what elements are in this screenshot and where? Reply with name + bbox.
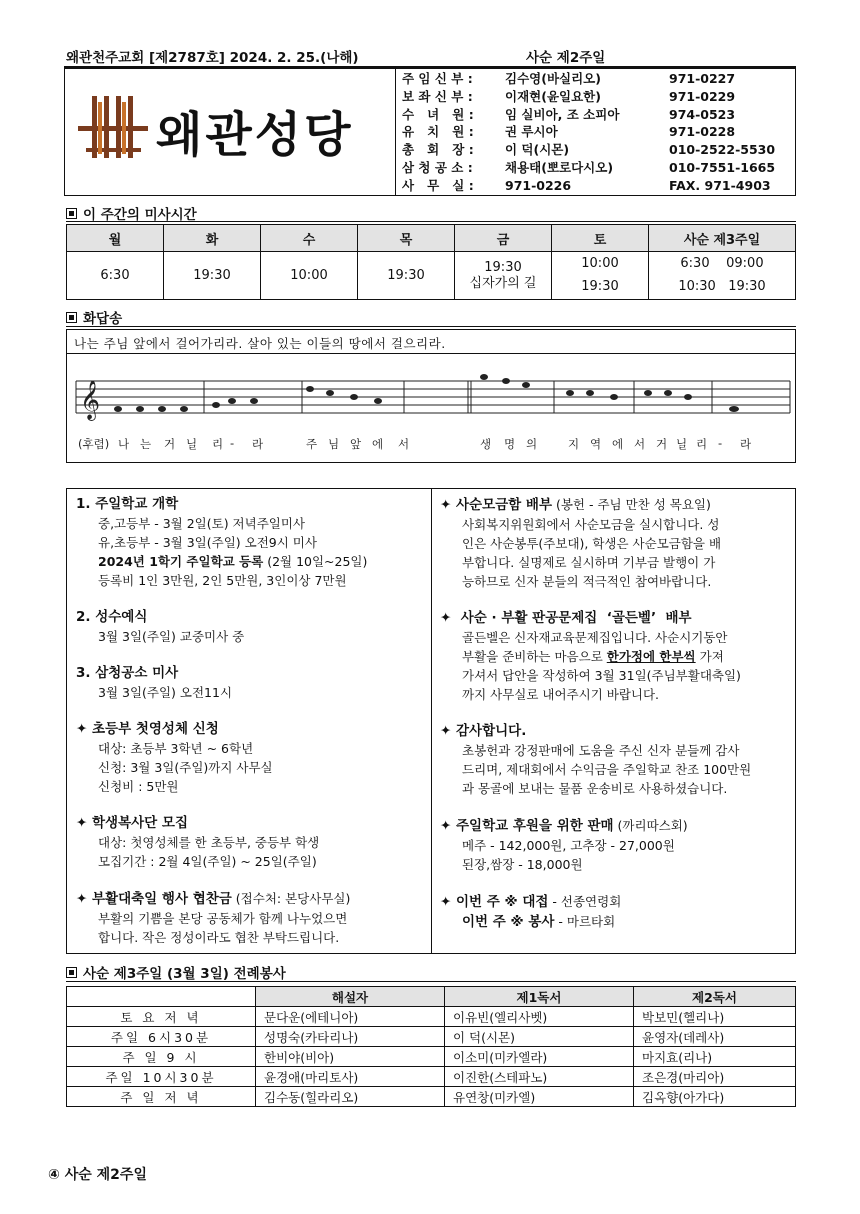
lyric-syllable: 닐 — [676, 437, 688, 451]
server-name: 이 덕(시몬) — [445, 1027, 634, 1047]
notice-heading: ✦ 사순모금함 배부 (봉헌 - 주님 만찬 성 목요일) — [440, 497, 711, 513]
staff-role: 주 임 신 부 : — [402, 71, 473, 86]
notice-line: 모집기간 : 2월 4일(주일) ~ 25일(주일) — [98, 854, 317, 869]
staff-phone: 971-0229 — [669, 88, 736, 104]
staff-name: 이 덕(시몬) — [505, 142, 570, 158]
mass-schedule-table — [66, 224, 796, 300]
day-header: 월 — [67, 225, 164, 252]
logo-box — [64, 68, 396, 196]
server-name: 이유빈(엘리사벳) — [445, 1007, 634, 1027]
server-name: 조은경(마리아) — [634, 1067, 796, 1087]
duty-row — [67, 1087, 796, 1107]
square-bullet-icon — [66, 312, 77, 323]
mass-slot: 주일 10시30분 — [67, 1067, 256, 1087]
section-rule — [66, 981, 796, 982]
staff-row — [402, 123, 794, 141]
music-staff-icon — [74, 365, 794, 431]
notice-line: 메주 - 142,000원, 고추장 - 27,000원 — [462, 838, 675, 853]
mass-section-title: 이 주간의 미사시간 — [66, 203, 197, 223]
notice-line: 가셔서 답안을 작성하여 3월 31일(주님부활대축일) — [462, 668, 741, 683]
notice-line: 사회복지위원회에서 사순모금을 실시합니다. 성 — [462, 517, 720, 532]
mass-time: 19:30 — [581, 279, 619, 295]
lyric-syllable: 는 — [140, 437, 152, 451]
bulletin-issue: 왜관천주교회 [제2787호] 2024. 2. 25.(나해) — [66, 50, 359, 66]
staff-list — [402, 70, 794, 195]
server-name: 이진한(스테파노) — [445, 1067, 634, 1087]
lyric-syllable: 역 — [590, 437, 602, 451]
notice-heading: ✦ 부활대축일 행사 협찬금 (접수처: 본당사무실) — [76, 891, 351, 907]
staff-role: 보 좌 신 부 : — [402, 88, 473, 104]
notice-heading: ✦ 감사합니다. — [440, 723, 527, 739]
notice-divider — [431, 488, 432, 954]
mass-time-cell — [455, 252, 552, 300]
mass-header-row — [67, 225, 796, 252]
duty-header: 제1독서 — [445, 987, 634, 1007]
notice-heading: 이번 주 ※ 봉사 - 마르타회 — [462, 914, 616, 930]
notice-line: 신청비 : 5만원 — [98, 779, 179, 794]
lyric-syllable: 에 — [372, 437, 384, 451]
liturgical-week: 사순 제2주일 — [526, 50, 606, 66]
mass-slot: 주 일 저 녁 — [67, 1087, 256, 1107]
notice-heading: ✦ 초등부 첫영성체 신청 — [76, 721, 219, 737]
lyric-syllable: 라 — [740, 437, 752, 451]
notice-heading: ✦ 주일학교 후원을 위한 판매 (까리따스회) — [440, 818, 688, 834]
duty-header — [67, 987, 256, 1007]
liturgy-duty-table — [66, 986, 796, 1107]
psalm-response-text: 나는 주님 앞에서 걸어가리라. 살아 있는 이들의 땅에서 걸으리라. — [74, 336, 446, 351]
notice-heading: ✦ 사순 · 부활 판공문제집 ‘골든벨’ 배부 — [440, 610, 692, 626]
notice-line: 부활을 준비하는 마음으로 한가정에 한부씩 가져 — [462, 649, 724, 664]
mass-time: 10:30 19:30 — [678, 279, 766, 295]
mass-time-cell — [649, 252, 796, 300]
staff-role: 사 무 실 : — [402, 177, 474, 193]
notice-line: 대상: 첫영성체를 한 초등부, 중등부 학생 — [98, 835, 320, 850]
staff-phone: 010-7551-1665 — [669, 159, 776, 175]
staff-phone: 971-0228 — [669, 124, 736, 140]
notice-line: 초봉헌과 강정판매에 도움을 주신 신자 분들께 감사 — [462, 743, 740, 758]
lyric-syllable: - — [230, 436, 235, 450]
lyric-syllable: 닐 — [186, 437, 198, 451]
notice-line: 부활의 기쁨을 본당 공동체가 함께 나누었으면 — [98, 911, 348, 926]
notice-heading: 1. 주일학교 개학 — [76, 496, 179, 512]
notice-line: 과 몽골에 보내는 물품 운송비로 사용하셨습니다. — [462, 781, 728, 796]
notice-heading: ✦ 이번 주 ※ 대접 - 선종연령회 — [440, 894, 622, 910]
notice-line: 유,초등부 - 3월 3일(주일) 오전9시 미사 — [98, 535, 317, 550]
notice-line: 인은 사순봉투(주보대), 학생은 사순모금함을 배 — [462, 536, 722, 551]
notice-line: 등록비 1인 3만원, 2인 5만원, 3인이상 7만원 — [98, 573, 347, 588]
lyric-syllable: (후렴) — [78, 437, 110, 451]
staff-name: 임 실비아, 조 소피아 — [505, 106, 620, 122]
staff-row — [402, 141, 794, 159]
duty-row — [67, 1067, 796, 1087]
mass-time: 19:30 — [358, 252, 455, 300]
emphasis-text: 한가정에 한부씩 — [606, 649, 696, 664]
day-header: 목 — [358, 225, 455, 252]
server-name: 이소미(미카엘라) — [445, 1047, 634, 1067]
server-name: 윤영자(데레사) — [634, 1027, 796, 1047]
day-header: 화 — [164, 225, 261, 252]
staff-phone: 971-0227 — [669, 71, 736, 86]
lyric-syllable: 나 — [118, 437, 130, 451]
staff-phone: 010-2522-5530 — [669, 142, 776, 158]
staff-role: 수 녀 원 : — [402, 106, 474, 122]
staff-row — [402, 88, 794, 106]
staff-role: 총 회 장 : — [402, 142, 474, 158]
lyric-syllable: 명 — [504, 437, 516, 451]
notice-line: 3월 3일(주일) 교중미사 중 — [98, 629, 245, 644]
notice-line: 부합니다. 실명제로 실시하며 기부금 발행이 가 — [462, 555, 716, 570]
notice-line: 능하므로 신자 분들의 적극적인 참여바랍니다. — [462, 574, 712, 589]
notice-line: 합니다. 작은 정성이라도 협찬 부탁드립니다. — [98, 930, 340, 945]
notice-line: 골든벨은 신자재교육문제집입니다. 사순시기동안 — [462, 630, 728, 645]
lyric-syllable: 주 — [306, 437, 318, 451]
lyric-syllable: 리 — [696, 437, 708, 451]
notice-line: 대상: 초등부 3학년 ~ 6학년 — [98, 741, 254, 756]
duty-header: 해설자 — [256, 987, 445, 1007]
staff-row — [402, 159, 794, 177]
staff-name: 권 루시아 — [505, 124, 558, 140]
duty-header-row — [67, 987, 796, 1007]
square-bullet-icon — [66, 967, 77, 978]
server-name: 김옥향(아가다) — [634, 1087, 796, 1107]
logo-text: 왜관성당 — [156, 107, 354, 163]
staff-row — [402, 177, 794, 195]
server-name: 한비야(비아) — [256, 1047, 445, 1067]
square-bullet-icon — [66, 208, 77, 219]
staff-role: 유 치 원 : — [402, 124, 474, 140]
registration-heading: 2024년 1학기 주일학교 등록 — [98, 554, 264, 569]
mass-time-cell — [552, 252, 649, 300]
mass-time: 6:30 09:00 — [680, 255, 764, 271]
day-header: 수 — [261, 225, 358, 252]
staff-role: 삼 청 공 소 : — [402, 159, 473, 175]
notice-heading: 3. 삼청공소 미사 — [76, 665, 179, 681]
notice-line: 3월 3일(주일) 오전11시 — [98, 685, 233, 700]
lyric-syllable: 서 — [398, 437, 410, 451]
mass-note: 십자가의 길 — [469, 275, 537, 291]
server-name: 마지효(리나) — [634, 1047, 796, 1067]
mass-time: 19:30 — [164, 252, 261, 300]
lyric-syllable: 거 — [656, 437, 668, 451]
notice-line: 중,고등부 - 3월 2일(토) 저녁주일미사 — [98, 516, 306, 531]
day-header: 금 — [455, 225, 552, 252]
mass-slot: 토 요 저 녁 — [67, 1007, 256, 1027]
psalm-section-title: 화답송 — [66, 307, 122, 327]
svg-text:𝄞: 𝄞 — [80, 380, 101, 420]
staff-phone: 974-0523 — [669, 106, 736, 122]
mass-time-row — [67, 252, 796, 300]
staff-phone: FAX. 971-4903 — [669, 177, 771, 193]
duty-row — [67, 1047, 796, 1067]
lyric-syllable: 의 — [526, 437, 538, 451]
mass-time: 19:30 — [484, 259, 522, 275]
registration-dates: (2월 10일~25일) — [263, 554, 368, 569]
server-name: 문다운(에테니아) — [256, 1007, 445, 1027]
lyric-syllable: 거 — [164, 437, 176, 451]
notice-line — [76, 552, 426, 571]
notice-heading: ✦ 학생복사단 모집 — [76, 815, 188, 831]
notice-line: 드리며, 제대회에서 수익금을 주일학교 찬조 100만원 — [462, 762, 752, 777]
section-rule — [66, 326, 796, 327]
lyric-syllable: - — [718, 436, 723, 450]
church-logo-icon — [74, 92, 154, 172]
lyric-syllable: 에 — [612, 437, 624, 451]
lyric-syllable: 님 — [328, 437, 340, 451]
staff-name: 채용태(뽀로다시오) — [505, 159, 614, 175]
staff-name: 971-0226 — [505, 177, 572, 193]
staff-row — [402, 106, 794, 124]
mass-slot: 주 일 9 시 — [67, 1047, 256, 1067]
server-name: 유연창(미카엘) — [445, 1087, 634, 1107]
psalm-divider — [66, 353, 796, 354]
bulletin-header-line — [66, 46, 796, 66]
notice-line: 된장,쌈장 - 18,000원 — [462, 857, 583, 872]
day-header: 토 — [552, 225, 649, 252]
lyric-syllable: 리 — [212, 437, 224, 451]
page-footer: ④ 사순 제2주일 — [48, 1167, 147, 1183]
server-name: 성명숙(카타리나) — [256, 1027, 445, 1047]
staff-name: 김수영(바실리오) — [505, 71, 601, 86]
duty-section-title: 사순 제3주일 (3월 3일) 전례봉사 — [66, 962, 286, 982]
staff-row — [402, 70, 794, 88]
mass-time: 10:00 — [581, 255, 619, 271]
mass-slot: 주일 6시30분 — [67, 1027, 256, 1047]
notice-line: 신청: 3월 3일(주일)까지 사무실 — [98, 760, 273, 775]
lyric-syllable: 지 — [568, 437, 580, 451]
server-name: 윤경애(마리토사) — [256, 1067, 445, 1087]
server-name: 박보민(헬리나) — [634, 1007, 796, 1027]
lyric-syllable: 앞 — [350, 437, 362, 451]
staff-name: 이재현(윤일요한) — [505, 88, 601, 104]
notice-line: 까지 사무실로 내어주시기 바랍니다. — [462, 687, 660, 702]
notice-heading: 2. 성수예식 — [76, 609, 148, 625]
notices-left-column — [76, 495, 426, 947]
notices-right-column — [440, 495, 790, 932]
lyric-syllable: 라 — [252, 437, 264, 451]
section-rule — [66, 221, 796, 222]
duty-row — [67, 1007, 796, 1027]
mass-time: 6:30 — [67, 252, 164, 300]
mass-time: 10:00 — [261, 252, 358, 300]
duty-header: 제2독서 — [634, 987, 796, 1007]
day-header: 사순 제3주일 — [649, 225, 796, 252]
lyric-syllable: 생 — [480, 437, 492, 451]
server-name: 김수동(힐라리오) — [256, 1087, 445, 1107]
lyric-syllable: 서 — [634, 437, 646, 451]
duty-row — [67, 1027, 796, 1047]
